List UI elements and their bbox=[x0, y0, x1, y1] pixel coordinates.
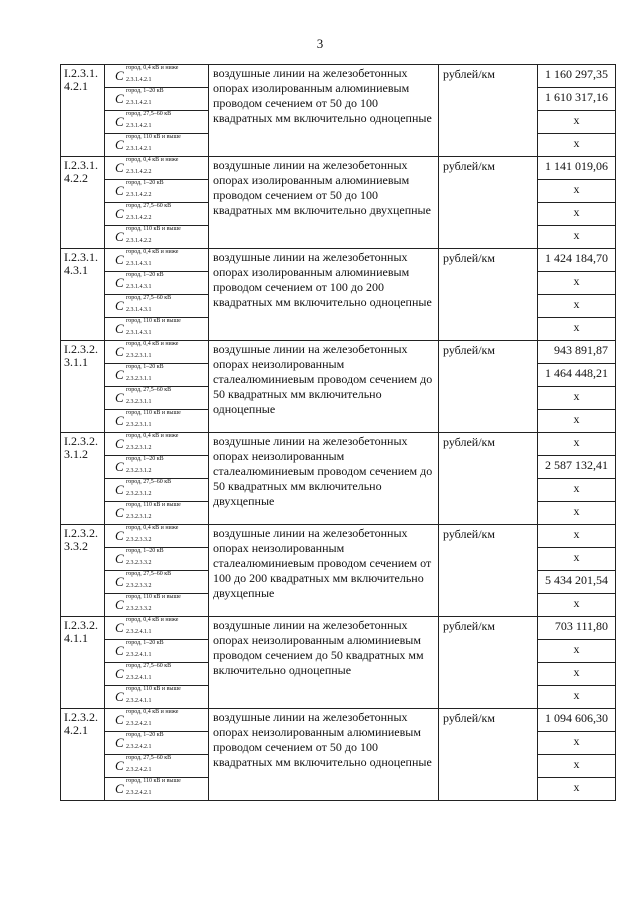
line-description: воздушные линии на железобетонных опорах неизолированным алюминиевым проводом сечением до 50 квадратных мм включительно одноцепные bbox=[209, 617, 439, 709]
tariff-symbol bbox=[115, 272, 164, 290]
tariff-index: 2.3.1.4.2.2 bbox=[126, 238, 152, 244]
tariff-cell bbox=[105, 433, 209, 456]
value-cell: 1 141 019,06 bbox=[538, 157, 616, 180]
tariff-label: город, 110 кВ и выше bbox=[126, 502, 181, 508]
tariff-symbol bbox=[115, 410, 181, 428]
tariff-index: 2.3.2.4.2.1 bbox=[126, 721, 152, 727]
tariff-cell bbox=[105, 272, 209, 295]
symbol-letter: C bbox=[115, 390, 124, 405]
line-description: воздушные линии на железобетонных опорах изолированным алюминиевым проводом сечением от 50 до 100 квадратных мм включительно одноцепные bbox=[209, 65, 439, 157]
tariff-label: город, 27,5–60 кВ bbox=[126, 571, 172, 577]
tariff-cell bbox=[105, 364, 209, 387]
tariff-symbol bbox=[115, 341, 179, 359]
tariff-index: 2.3.1.4.2.1 bbox=[126, 146, 152, 152]
item-code: I.2.3.2.4.1.1 bbox=[61, 617, 105, 709]
value-cell: x bbox=[538, 410, 616, 433]
tariff-symbol bbox=[115, 295, 172, 313]
tariff-symbol bbox=[115, 686, 181, 704]
value-cell: x bbox=[538, 203, 616, 226]
tariff-index: 2.3.2.4.1.1 bbox=[126, 675, 152, 681]
tariff-cell bbox=[105, 318, 209, 341]
value-cell: x bbox=[538, 272, 616, 295]
symbol-letter: C bbox=[115, 643, 124, 658]
tariff-index: 2.3.1.4.3.1 bbox=[126, 261, 152, 267]
tariff-index: 2.3.2.3.1.1 bbox=[126, 376, 152, 382]
tariff-cell bbox=[105, 548, 209, 571]
value-cell: 943 891,87 bbox=[538, 341, 616, 364]
symbol-letter: C bbox=[115, 114, 124, 129]
tariff-index: 2.3.2.4.1.1 bbox=[126, 652, 152, 658]
tariff-index: 2.3.2.3.3.2 bbox=[126, 560, 152, 566]
tariff-index: 2.3.1.4.3.1 bbox=[126, 307, 152, 313]
tariff-label: город, 0,4 кВ и ниже bbox=[126, 525, 179, 531]
tariff-index: 2.3.2.4.1.1 bbox=[126, 629, 152, 635]
symbol-letter: C bbox=[115, 459, 124, 474]
value-cell: x bbox=[538, 134, 616, 157]
tariff-label: город, 110 кВ и выше bbox=[126, 226, 181, 232]
tariff-index: 2.3.1.4.3.1 bbox=[126, 284, 152, 290]
tariff-symbol bbox=[115, 456, 164, 474]
line-description: воздушные линии на железобетонных опорах неизолированным сталеалюминиевым проводом сечением до 50 квадратных мм включительно одноцепные bbox=[209, 341, 439, 433]
symbol-letter: C bbox=[115, 689, 124, 704]
tariff-index: 2.3.1.4.2.2 bbox=[126, 215, 152, 221]
tariff-cell bbox=[105, 65, 209, 88]
value-cell: x bbox=[538, 502, 616, 525]
tariff-symbol bbox=[115, 709, 179, 727]
symbol-letter: C bbox=[115, 482, 124, 497]
tariff-label: город, 110 кВ и выше bbox=[126, 594, 181, 600]
tariff-label: город, 0,4 кВ и ниже bbox=[126, 341, 179, 347]
tariff-index: 2.3.2.3.3.2 bbox=[126, 606, 152, 612]
tariff-index: 2.3.2.3.3.2 bbox=[126, 583, 152, 589]
tariff-cell bbox=[105, 663, 209, 686]
tariff-symbol bbox=[115, 502, 181, 520]
value-cell: x bbox=[538, 180, 616, 203]
tariff-index: 2.3.2.3.1.1 bbox=[126, 422, 152, 428]
line-description: воздушные линии на железобетонных опорах неизолированным сталеалюминиевым проводом сечением от 100 до 200 квадратных мм включительно двухцепные bbox=[209, 525, 439, 617]
tariff-cell bbox=[105, 88, 209, 111]
symbol-letter: C bbox=[115, 183, 124, 198]
line-description: воздушные линии на железобетонных опорах неизолированным алюминиевым проводом сечением от 50 до 100 квадратных мм включительно одноцепные bbox=[209, 709, 439, 801]
tariff-index: 2.3.2.4.2.1 bbox=[126, 790, 152, 796]
tariff-symbol bbox=[115, 548, 164, 566]
table-row bbox=[61, 709, 616, 732]
value-cell: 1 610 317,16 bbox=[538, 88, 616, 111]
tariff-symbol bbox=[115, 65, 179, 83]
tariff-index: 2.3.1.4.3.1 bbox=[126, 330, 152, 336]
tariff-symbol bbox=[115, 640, 164, 658]
value-cell: x bbox=[538, 663, 616, 686]
symbol-letter: C bbox=[115, 275, 124, 290]
tariff-symbol bbox=[115, 755, 172, 773]
symbol-letter: C bbox=[115, 528, 124, 543]
tariff-symbol bbox=[115, 525, 179, 543]
value-cell: 1 094 606,30 bbox=[538, 709, 616, 732]
value-cell: 703 111,80 bbox=[538, 617, 616, 640]
tariff-index: 2.3.2.3.1.1 bbox=[126, 353, 152, 359]
tariff-label: город, 27,5–60 кВ bbox=[126, 295, 172, 301]
value-cell: x bbox=[538, 479, 616, 502]
tariff-label: город, 110 кВ и выше bbox=[126, 410, 181, 416]
symbol-letter: C bbox=[115, 229, 124, 244]
value-cell: x bbox=[538, 525, 616, 548]
tariff-symbol bbox=[115, 111, 172, 129]
table-row bbox=[61, 341, 616, 364]
tariff-cell bbox=[105, 341, 209, 364]
tariff-label: город, 27,5–60 кВ bbox=[126, 387, 172, 393]
symbol-letter: C bbox=[115, 298, 124, 313]
value-cell: x bbox=[538, 111, 616, 134]
tariff-symbol bbox=[115, 180, 164, 198]
tariff-cell bbox=[105, 525, 209, 548]
tariff-symbol bbox=[115, 157, 179, 175]
tariff-cell bbox=[105, 686, 209, 709]
item-code: I.2.3.1.4.3.1 bbox=[61, 249, 105, 341]
tariff-table bbox=[60, 64, 616, 801]
symbol-letter: C bbox=[115, 68, 124, 83]
unit-cell: рублей/км bbox=[439, 525, 538, 617]
tariff-cell bbox=[105, 456, 209, 479]
symbol-letter: C bbox=[115, 666, 124, 681]
tariff-index: 2.3.1.4.2.1 bbox=[126, 123, 152, 129]
item-code: I.2.3.2.3.1.1 bbox=[61, 341, 105, 433]
value-cell: x bbox=[538, 686, 616, 709]
tariff-label: город, 110 кВ и выше bbox=[126, 318, 181, 324]
tariff-cell bbox=[105, 571, 209, 594]
item-code: I.2.3.1.4.2.2 bbox=[61, 157, 105, 249]
tariff-index: 2.3.1.4.2.1 bbox=[126, 100, 152, 106]
value-cell: x bbox=[538, 318, 616, 341]
tariff-cell bbox=[105, 180, 209, 203]
tariff-cell bbox=[105, 203, 209, 226]
tariff-cell bbox=[105, 249, 209, 272]
tariff-label: город, 0,4 кВ и ниже bbox=[126, 433, 179, 439]
tariff-index: 2.3.2.3.1.2 bbox=[126, 468, 152, 474]
tariff-cell bbox=[105, 502, 209, 525]
tariff-symbol bbox=[115, 364, 164, 382]
line-description: воздушные линии на железобетонных опорах изолированным алюминиевым проводом сечением от 50 до 100 квадратных мм включительно двухцепные bbox=[209, 157, 439, 249]
unit-cell: рублей/км bbox=[439, 341, 538, 433]
symbol-letter: C bbox=[115, 137, 124, 152]
tariff-symbol bbox=[115, 778, 181, 796]
tariff-label: город, 0,4 кВ и ниже bbox=[126, 157, 179, 163]
symbol-letter: C bbox=[115, 206, 124, 221]
tariff-symbol bbox=[115, 226, 181, 244]
tariff-label: город, 1–20 кВ bbox=[126, 456, 164, 462]
tariff-label: город, 0,4 кВ и ниже bbox=[126, 65, 179, 71]
item-code: I.2.3.2.3.3.2 bbox=[61, 525, 105, 617]
tariff-label: город, 1–20 кВ bbox=[126, 88, 164, 94]
tariff-label: город, 27,5–60 кВ bbox=[126, 663, 172, 669]
tariff-cell bbox=[105, 295, 209, 318]
tariff-cell bbox=[105, 732, 209, 755]
tariff-index: 2.3.2.3.1.1 bbox=[126, 399, 152, 405]
tariff-symbol bbox=[115, 732, 164, 750]
tariff-cell bbox=[105, 755, 209, 778]
symbol-letter: C bbox=[115, 781, 124, 796]
tariff-label: город, 0,4 кВ и ниже bbox=[126, 249, 179, 255]
symbol-letter: C bbox=[115, 551, 124, 566]
symbol-letter: C bbox=[115, 321, 124, 336]
table-row bbox=[61, 617, 616, 640]
page-number: 3 bbox=[316, 36, 324, 51]
symbol-letter: C bbox=[115, 436, 124, 451]
tariff-cell bbox=[105, 157, 209, 180]
value-cell: x bbox=[538, 433, 616, 456]
tariff-label: город, 1–20 кВ bbox=[126, 640, 164, 646]
symbol-letter: C bbox=[115, 160, 124, 175]
tariff-symbol bbox=[115, 479, 172, 497]
tariff-index: 2.3.2.3.3.2 bbox=[126, 537, 152, 543]
tariff-label: город, 110 кВ и выше bbox=[126, 686, 181, 692]
tariff-label: город, 27,5–60 кВ bbox=[126, 111, 172, 117]
unit-cell: рублей/км bbox=[439, 157, 538, 249]
symbol-letter: C bbox=[115, 574, 124, 589]
tariff-label: город, 1–20 кВ bbox=[126, 180, 164, 186]
value-cell: 2 587 132,41 bbox=[538, 456, 616, 479]
tariff-label: город, 1–20 кВ bbox=[126, 364, 164, 370]
symbol-letter: C bbox=[115, 367, 124, 382]
tariff-label: город, 27,5–60 кВ bbox=[126, 203, 172, 209]
tariff-cell bbox=[105, 410, 209, 433]
value-cell: 1 464 448,21 bbox=[538, 364, 616, 387]
value-cell: 1 160 297,35 bbox=[538, 65, 616, 88]
unit-cell: рублей/км bbox=[439, 709, 538, 801]
tariff-label: город, 0,4 кВ и ниже bbox=[126, 709, 179, 715]
tariff-index: 2.3.2.3.1.2 bbox=[126, 491, 152, 497]
symbol-letter: C bbox=[115, 344, 124, 359]
symbol-letter: C bbox=[115, 620, 124, 635]
tariff-symbol bbox=[115, 617, 179, 635]
value-cell: x bbox=[538, 226, 616, 249]
tariff-label: город, 110 кВ и выше bbox=[126, 134, 181, 140]
value-cell: 5 434 201,54 bbox=[538, 571, 616, 594]
unit-cell: рублей/км bbox=[439, 249, 538, 341]
line-description: воздушные линии на железобетонных опорах изолированным алюминиевым проводом сечением от 100 до 200 квадратных мм включительно одноцепные bbox=[209, 249, 439, 341]
tariff-label: город, 27,5–60 кВ bbox=[126, 479, 172, 485]
tariff-label: город, 1–20 кВ bbox=[126, 548, 164, 554]
value-cell: x bbox=[538, 778, 616, 801]
tariff-symbol bbox=[115, 318, 181, 336]
tariff-label: город, 1–20 кВ bbox=[126, 732, 164, 738]
symbol-letter: C bbox=[115, 91, 124, 106]
tariff-index: 2.3.2.3.1.2 bbox=[126, 445, 152, 451]
value-cell: x bbox=[538, 640, 616, 663]
value-cell: x bbox=[538, 387, 616, 410]
tariff-cell bbox=[105, 640, 209, 663]
value-cell: x bbox=[538, 548, 616, 571]
tariff-symbol bbox=[115, 594, 181, 612]
tariff-label: город, 110 кВ и выше bbox=[126, 778, 181, 784]
tariff-index: 2.3.1.4.2.2 bbox=[126, 169, 152, 175]
tariff-cell bbox=[105, 617, 209, 640]
symbol-letter: C bbox=[115, 252, 124, 267]
tariff-symbol bbox=[115, 134, 181, 152]
tariff-index: 2.3.1.4.2.2 bbox=[126, 192, 152, 198]
table-row bbox=[61, 157, 616, 180]
table-row bbox=[61, 433, 616, 456]
value-cell: x bbox=[538, 755, 616, 778]
symbol-letter: C bbox=[115, 597, 124, 612]
unit-cell: рублей/км bbox=[439, 617, 538, 709]
tariff-label: город, 27,5–60 кВ bbox=[126, 755, 172, 761]
tariff-symbol bbox=[115, 433, 179, 451]
value-cell: x bbox=[538, 295, 616, 318]
table-row bbox=[61, 65, 616, 88]
value-cell: x bbox=[538, 732, 616, 755]
table-row bbox=[61, 249, 616, 272]
symbol-letter: C bbox=[115, 758, 124, 773]
tariff-cell bbox=[105, 709, 209, 732]
tariff-symbol bbox=[115, 88, 164, 106]
tariff-cell bbox=[105, 134, 209, 157]
table-row bbox=[61, 525, 616, 548]
tariff-cell bbox=[105, 479, 209, 502]
unit-cell: рублей/км bbox=[439, 65, 538, 157]
tariff-index: 2.3.2.3.1.2 bbox=[126, 514, 152, 520]
tariff-cell bbox=[105, 594, 209, 617]
tariff-label: город, 1–20 кВ bbox=[126, 272, 164, 278]
tariff-index: 2.3.2.4.1.1 bbox=[126, 698, 152, 704]
symbol-letter: C bbox=[115, 413, 124, 428]
tariff-symbol bbox=[115, 571, 172, 589]
unit-cell: рублей/км bbox=[439, 433, 538, 525]
tariff-symbol bbox=[115, 387, 172, 405]
tariff-cell bbox=[105, 226, 209, 249]
item-code: I.2.3.1.4.2.1 bbox=[61, 65, 105, 157]
tariff-cell bbox=[105, 111, 209, 134]
symbol-letter: C bbox=[115, 735, 124, 750]
line-description: воздушные линии на железобетонных опорах неизолированным сталеалюминиевым проводом сечением до 50 квадратных мм включительно двухцепные bbox=[209, 433, 439, 525]
tariff-cell bbox=[105, 387, 209, 410]
symbol-letter: C bbox=[115, 505, 124, 520]
item-code: I.2.3.2.4.2.1 bbox=[61, 709, 105, 801]
tariff-index: 2.3.2.4.2.1 bbox=[126, 744, 152, 750]
tariff-symbol bbox=[115, 203, 172, 221]
tariff-index: 2.3.2.4.2.1 bbox=[126, 767, 152, 773]
value-cell: x bbox=[538, 594, 616, 617]
value-cell: 1 424 184,70 bbox=[538, 249, 616, 272]
symbol-letter: C bbox=[115, 712, 124, 727]
tariff-symbol bbox=[115, 663, 172, 681]
tariff-index: 2.3.1.4.2.1 bbox=[126, 77, 152, 83]
tariff-label: город, 0,4 кВ и ниже bbox=[126, 617, 179, 623]
tariff-symbol bbox=[115, 249, 179, 267]
item-code: I.2.3.2.3.1.2 bbox=[61, 433, 105, 525]
tariff-cell bbox=[105, 778, 209, 801]
